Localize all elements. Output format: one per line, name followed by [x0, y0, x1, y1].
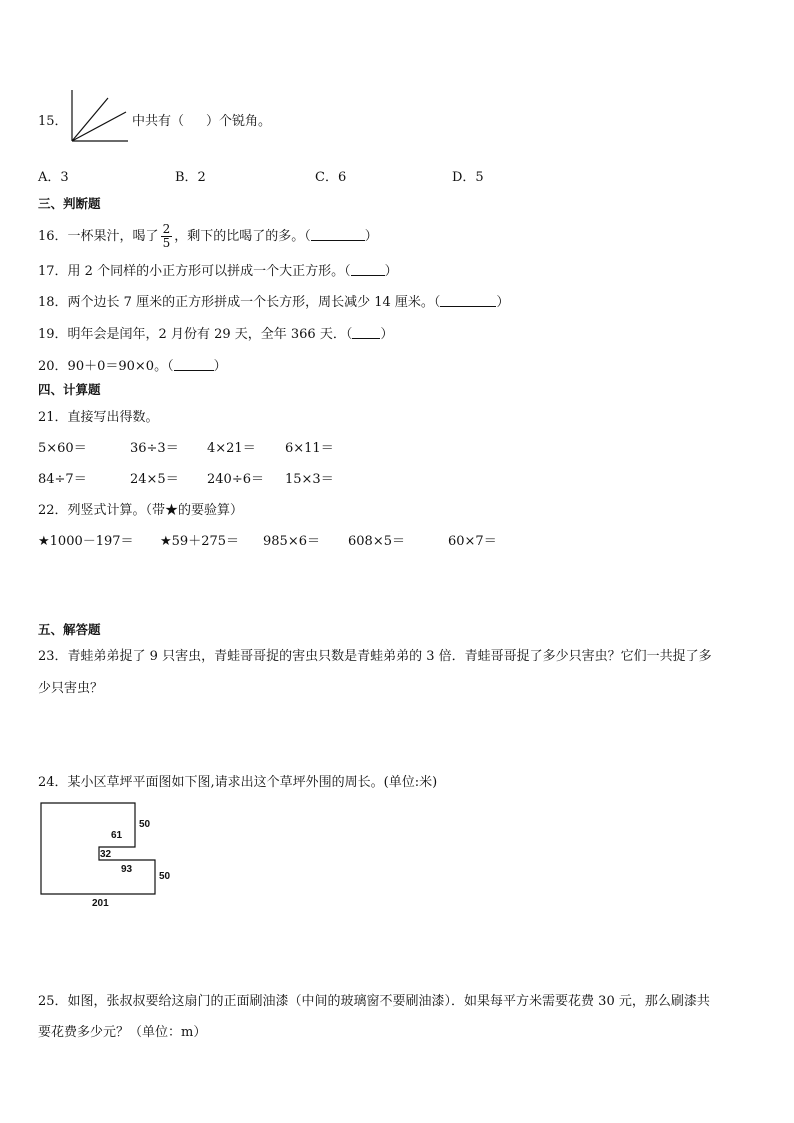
- label-inner-top: 61: [111, 830, 123, 841]
- question-number: 16．: [38, 229, 68, 244]
- label-inner-mid: 93: [121, 864, 133, 875]
- q20-close: ）: [213, 359, 227, 374]
- question-number: 17．: [38, 264, 68, 279]
- vertical-calc-item: ★59＋275＝: [160, 534, 240, 549]
- calc-item: 84÷7＝: [38, 472, 87, 487]
- section-title-judgment: 三、判断题: [38, 196, 101, 211]
- answer-blank[interactable]: [174, 358, 214, 371]
- question-23: [38, 645, 712, 664]
- q16-text-1: 一杯果汁，喝了: [67, 229, 159, 244]
- q21-text: 直接写出得数。: [67, 410, 159, 425]
- vertical-calc-item: 60×7＝: [448, 534, 497, 549]
- question-number: 18．: [38, 295, 68, 310]
- calc-item: 240÷6＝: [207, 472, 264, 487]
- option-c[interactable]: C．6: [315, 170, 347, 185]
- question-number: 19．: [38, 327, 68, 342]
- q23-line-1: 青蛙弟弟捉了 9 只害虫，青蛙哥哥捉的害虫只数是青蛙弟弟的 3 倍．青蛙哥哥捉了多少只害虫？它们一共捉了多: [67, 649, 712, 664]
- question-21: [38, 406, 159, 425]
- calc-item: 6×11＝: [285, 441, 334, 456]
- question-number: 15．: [38, 114, 68, 129]
- option-b[interactable]: B．2: [175, 170, 206, 185]
- question-23-line-2: 少只害虫？: [38, 681, 104, 696]
- angle-ray-1: [72, 98, 108, 141]
- vertical-calc-item: 985×6＝: [263, 534, 320, 549]
- calc-item: 4×21＝: [207, 441, 256, 456]
- section-title-calculation: 四、计算题: [38, 382, 101, 397]
- question-number: 20．: [38, 359, 68, 374]
- q22-text: 列竖式计算。（带★的要验算）: [67, 503, 244, 518]
- question-22: [38, 499, 243, 518]
- section-title-answer: 五、解答题: [38, 622, 101, 637]
- answer-blank[interactable]: [351, 263, 385, 276]
- lawn-outline: [41, 803, 155, 894]
- q19-text: 明年会是闰年，2 月份有 29 天，全年 366 天．（: [67, 327, 353, 342]
- q16-text-2: ，剩下的比喝了的多。（: [174, 229, 311, 244]
- question-number: 23．: [38, 649, 68, 664]
- q25-line-1: 如图，张叔叔要给这扇门的正面刷油漆（中间的玻璃窗不要刷油漆）．如果每平方米需要花费 30 元，那么刷漆共: [67, 994, 710, 1009]
- q17-text: 用 2 个同样的小正方形可以拼成一个大正方形。（: [67, 264, 351, 279]
- calc-item: 36÷3＝: [130, 441, 179, 456]
- question-15-text: [132, 110, 271, 129]
- q15-text-before: 中共有（: [132, 114, 185, 129]
- option-a[interactable]: A．3: [38, 170, 69, 185]
- calc-item: 24×5＝: [130, 472, 179, 487]
- lawn-plan-figure: [38, 800, 198, 910]
- q20-text: 90＋0＝90×0。（: [67, 359, 174, 374]
- question-18: [38, 291, 509, 310]
- angle-ray-2: [72, 112, 126, 141]
- q17-close: ）: [384, 264, 398, 279]
- q16-close: ）: [364, 229, 378, 244]
- fraction-denominator: 5: [162, 236, 171, 250]
- fraction-numerator: 2: [162, 222, 171, 236]
- answer-blank[interactable]: [311, 228, 365, 241]
- answer-blank[interactable]: [440, 294, 496, 307]
- answer-blank[interactable]: [352, 326, 380, 339]
- angle-figure: [68, 88, 130, 144]
- question-number: 22．: [38, 503, 68, 518]
- question-25-line-2: 要花费多少元？（单位：m）: [38, 1025, 207, 1040]
- question-15: [38, 110, 68, 129]
- question-16: [38, 223, 378, 250]
- q19-close: ）: [380, 327, 394, 342]
- vertical-calc-item: ★1000－197＝: [38, 534, 134, 549]
- calc-item: 15×3＝: [285, 472, 334, 487]
- question-number: 24．: [38, 775, 68, 790]
- q24-text: 某小区草坪平面图如下图,请求出这个草坪外围的周长。(单位:米): [67, 775, 438, 790]
- question-20: [38, 355, 227, 374]
- question-25: [38, 990, 710, 1009]
- q18-text: 两个边长 7 厘米的正方形拼成一个长方形，周长减少 14 厘米。（: [67, 295, 441, 310]
- q15-text-after: ）个锐角。: [206, 114, 272, 129]
- vertical-calc-item: 608×5＝: [348, 534, 405, 549]
- question-number: 21．: [38, 410, 68, 425]
- label-top-right: 50: [139, 819, 151, 830]
- calc-item: 5×60＝: [38, 441, 87, 456]
- question-number: 25．: [38, 994, 68, 1009]
- question-19: [38, 323, 393, 342]
- label-inner-left: 32: [100, 849, 112, 860]
- option-d[interactable]: D．5: [452, 170, 484, 185]
- fraction: [161, 223, 173, 250]
- q18-close: ）: [496, 295, 510, 310]
- question-17: [38, 260, 398, 279]
- question-24: [38, 771, 437, 790]
- label-bottom: 201: [92, 898, 109, 909]
- label-bottom-right: 50: [159, 871, 171, 882]
